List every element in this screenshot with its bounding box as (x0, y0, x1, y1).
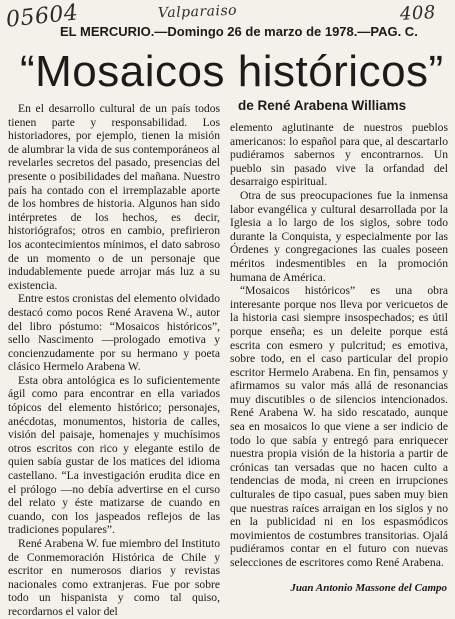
handwritten-code: 05604 (4, 0, 80, 33)
paragraph: En el desarrollo cultural de un país todos tienen parte y responsabilidad. Los historiadores, por ejemplo, tienen la misión de alumbrar la vida de sus contemporáneos al revelarles secretos del pasado, presencias del presente o posibilidades del mañana. Nuestro país ha contado con el irremplazable aporte de los hombres de historia. Algunos han sido intérpretes de los hechos, es decir, historiógrafos; otros en cambio, prefirieron los acontecimientos mínimos, el dato sabroso de un momento o de un personaje que indudablemente puede arrojar más luz a su existencia. (8, 102, 220, 292)
paragraph: Otra de sus preocupaciones fue la inmensa labor evangélica y cultural desarrollada por la Iglesia a lo largo de los siglos, sobre todo durante la Conquista, y especialmente por las Órdenes y congregaciones las cuales poseen méritos indesmentibles en la promoción humana de América. (230, 188, 448, 284)
paragraph: Esta obra antológica es lo suficientemente ágil como para encontrar en ella variados tópicos del elemento histórico; personajes, anécdotas, monumentos, historia de calles, visión del paisaje, homenajes y muchísimos otros escritos con rico y elegante estilo de quien sabía gustar de los matices del idioma castellano. “La investigación erudita dice en el prólogo —no debía advertirse en el curso del relato y éste matizarse de cuando en cuando, con los jaspeados reflejos de las tradiciones populares”. (8, 373, 220, 537)
handwritten-number: 408 (399, 2, 437, 25)
paragraph: Entre estos cronistas del elemento olvidado destacó como pocos René Aravena W., autor del libro póstumo: “Mosaicos históricos”, sello Nascimento —prologado emotiva y concienzudamente por su hermano y poeta clásico Hermelo Arabena W. (8, 292, 220, 374)
paragraph: elemento aglutinante de nuestros pueblos americanos: lo español para que, al descartarlo pudiéramos sabernos y encontrarnos. Un pueblo sin pasado vive la orfandad del desarraigo espiritual. (230, 121, 448, 189)
column-left (8, 102, 220, 619)
article-byline: de René Arabena Williams (238, 98, 407, 113)
article-title: “Mosaicos históricos” (20, 47, 444, 96)
newspaper-header: EL MERCURIO.—Domingo 26 de marzo de 1978.—PAG. C. (60, 24, 418, 39)
author-signature: Juan Antonio Massone del Campo (290, 582, 447, 594)
paragraph: René Arabena W. fue miembro del Instituto de Conmemoración Histórica de Chile y escritor en numerosos diarios y revistas nacionales como extranjeras. Fue por sobre todo un hispanista y como tal quiso, recordarnos el valor del (8, 537, 220, 618)
paragraph: “Mosaicos históricos” es una obra interesante porque nos lleva por vericuetos de la historia casi siempre insospechados; es útil porque enseña; es un deleite porque está escrita con esmero y pulcritud; es emotiva, sobre todo, en el caso particular del propio escritor Hermelo Arabena. En fin, pensamos y afirmamos su valor más allá de resonancias muy discutibles o de silencios intencionados. René Arabena W. ha sido rescatado, aunque sea en mosaicos lo que viene a ser indicio de todo lo que sabía y entregó para enriquecer nuestra propia visión de la historia a partir de crónicas tan versadas que no hacen culto a tendencias de moda, ni creen en irrupciones culturales de tipo casual, pues saben muy bien que nuestras raíces arraigan en los siglos y no en la publicidad ni en los espasmódicos movimientos de costumbres transitorias. Ojalá pudiéramos contar en el futuro con nuevas selecciones de escritores como René Arabena. (230, 284, 448, 569)
column-right (230, 121, 448, 570)
handwritten-place: Valparaiso (157, 2, 238, 22)
